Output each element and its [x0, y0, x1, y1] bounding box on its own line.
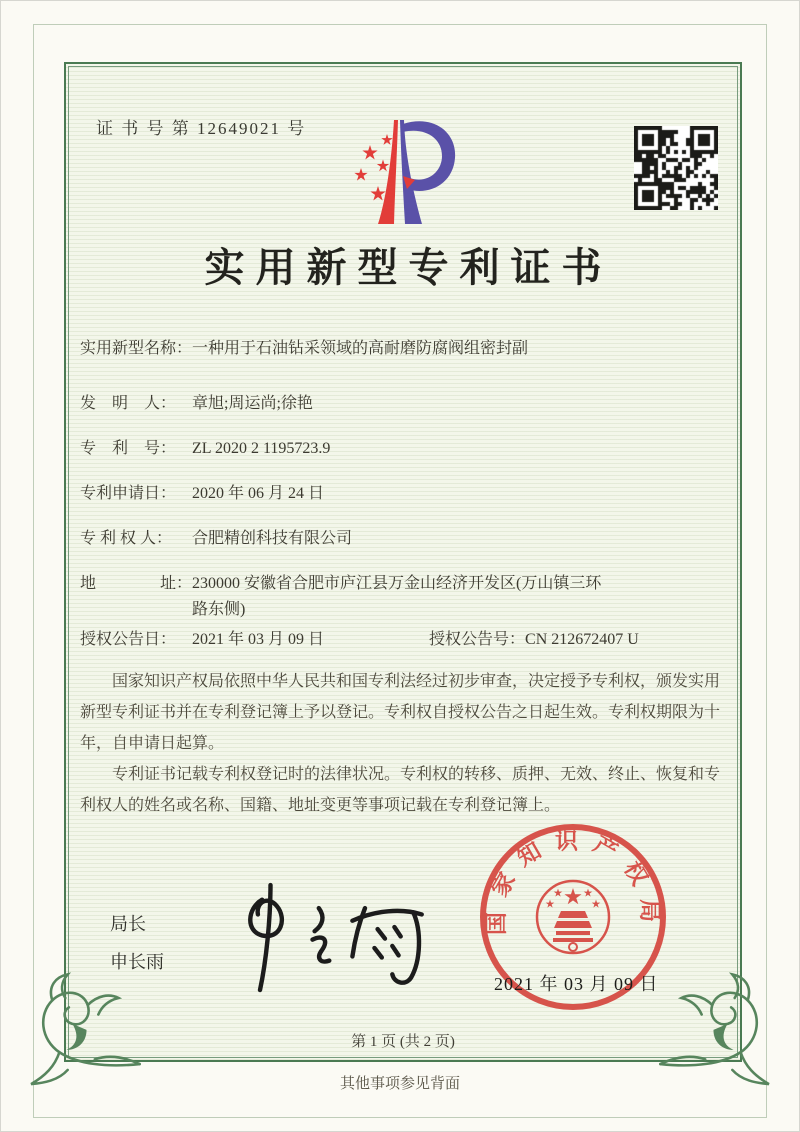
field-value: 2020 年 06 月 24 日: [192, 485, 325, 502]
field-label: 地 址：: [80, 575, 193, 592]
field-row-inventors: [80, 391, 728, 417]
field-label: 实用新型名称：: [80, 340, 193, 357]
field-value: 章旭;周运尚;徐艳: [192, 395, 313, 412]
page-number: 第 1 页 (共 2 页): [351, 1034, 455, 1050]
director-signature: [218, 876, 428, 998]
field-row-patentee: [80, 526, 728, 552]
field-label: 发 明 人：: [80, 395, 177, 412]
field-row-address: [80, 571, 728, 623]
legal-text: [80, 666, 726, 821]
field-value: ZL 2020 2 1195723.9: [192, 440, 331, 457]
field-label: 专利申请日：: [80, 485, 177, 502]
field-row-patent-no: [80, 436, 728, 462]
grant-number-label: 授权公告号：: [429, 631, 526, 648]
field-value: 一种用于石油钻采领域的高耐磨防腐阀组密封副: [192, 340, 529, 357]
certificate-number: 证 书 号 第 12649021 号: [96, 119, 307, 138]
grant-date-label: 授权公告日：: [80, 631, 177, 648]
back-note: 其他事项参见背面: [339, 1076, 460, 1092]
qr-code: [634, 126, 718, 210]
national-emblem-icon: [537, 881, 609, 953]
grant-number: [429, 627, 639, 653]
director-name: 申长雨: [110, 952, 164, 972]
body-paragraph: 专利证书记载专利权登记时的法律状况。专利权的转移、质押、无效、终止、恢复和专利权人的姓名或名称、国籍、地址变更等事项记载在专利登记簿上。: [80, 766, 721, 814]
grant-number-value: CN 212672407 U: [525, 631, 639, 648]
field-list: [80, 336, 728, 672]
seal-date: 2021 年 03 月 09 日: [494, 974, 659, 994]
field-row-filing-date: [80, 481, 728, 507]
certificate-frame: [64, 62, 742, 1062]
grant-date-value: 2021 年 03 月 09 日: [192, 631, 325, 648]
cnipa-logo-icon: [336, 114, 468, 234]
body-paragraph: 国家知识产权局依照中华人民共和国专利法经过初步审查，决定授予专利权，颁发实用新型专利证书并在专利登记簿上予以登记。专利权自授权公告之日起生效。专利权期限为十年，自申请日起算。: [80, 673, 721, 752]
corner-flourish-icon: [24, 972, 142, 1090]
corner-flourish-icon: [658, 972, 776, 1090]
field-row-grant: [80, 627, 728, 653]
seal-text: 国家知识产权局: [483, 828, 663, 936]
field-label: 专 利 号：: [80, 440, 177, 457]
certificate-title: 实用新型专利证书: [204, 245, 613, 290]
director-title: 局长: [110, 914, 146, 934]
field-label: 专 利 权 人：: [80, 530, 173, 547]
field-value: 合肥精创科技有限公司: [192, 530, 353, 547]
field-value: 230000 安徽省合肥市庐江县万金山经济开发区(万山镇三环路东侧): [192, 575, 602, 618]
field-row-name: [80, 336, 728, 362]
